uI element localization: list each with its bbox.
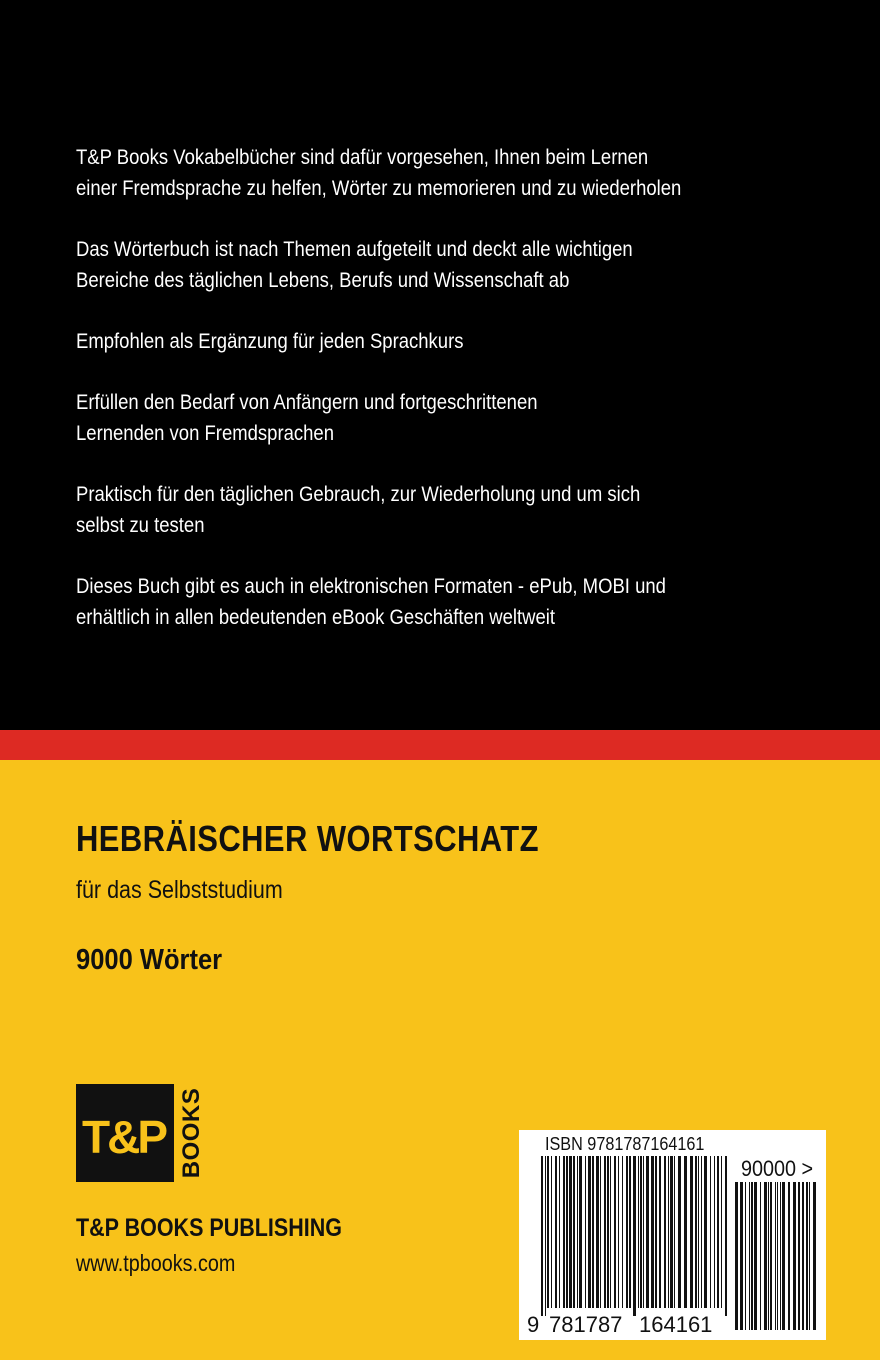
blurb-item bbox=[76, 571, 730, 633]
tp-logo-icon bbox=[76, 1084, 174, 1182]
blurb-line: einer Fremdsprache zu helfen, Wörter zu memorieren und zu wiederholen bbox=[76, 176, 682, 200]
barcode-bar bbox=[563, 1156, 565, 1308]
publisher-website: www.tpbooks.com bbox=[76, 1250, 236, 1276]
barcode-bar bbox=[566, 1156, 568, 1308]
barcode-bar bbox=[751, 1182, 753, 1330]
barcode-bar bbox=[614, 1156, 616, 1308]
logo-mark: T&P bbox=[82, 1111, 165, 1163]
blurb-line: Lernenden von Fremdsprachen bbox=[76, 421, 334, 445]
barcode-bar bbox=[622, 1156, 623, 1308]
blurb-item bbox=[76, 387, 730, 449]
barcode-bar bbox=[569, 1156, 572, 1308]
word-count: 9000 Wörter bbox=[76, 944, 223, 976]
barcode-bar bbox=[710, 1156, 711, 1308]
barcode-bar bbox=[646, 1156, 649, 1308]
barcode-bar bbox=[629, 1156, 631, 1308]
barcode-bar bbox=[651, 1156, 654, 1308]
barcode-bar bbox=[735, 1182, 738, 1330]
barcode-bar bbox=[764, 1182, 767, 1330]
blurb-line: Bereiche des täglichen Lebens, Berufs und Wissenschaft ab bbox=[76, 268, 570, 292]
barcode-bar bbox=[802, 1182, 804, 1330]
blurb-item bbox=[76, 326, 730, 357]
blurb-item bbox=[76, 142, 730, 204]
barcode-bar bbox=[775, 1182, 776, 1330]
barcode-digit-first: 9 bbox=[527, 1312, 540, 1337]
barcode-bar bbox=[809, 1182, 810, 1330]
barcode-bar bbox=[541, 1156, 543, 1316]
barcode-bar bbox=[770, 1182, 772, 1330]
barcode-bar bbox=[547, 1156, 549, 1308]
barcode-bar bbox=[768, 1182, 769, 1330]
barcode-bar bbox=[626, 1156, 628, 1308]
logo-books bbox=[178, 1084, 206, 1182]
barcode-panel bbox=[519, 1130, 826, 1340]
barcode-bar bbox=[725, 1156, 727, 1316]
barcode-bar bbox=[633, 1156, 636, 1316]
publisher-name: T&P BOOKS PUBLISHING bbox=[76, 1214, 342, 1242]
barcode-bar bbox=[813, 1182, 816, 1330]
barcode-bar bbox=[668, 1156, 669, 1308]
blurb-line: Dieses Buch gibt es auch in elektronischen Formaten - ePub, MOBI und bbox=[76, 574, 666, 598]
barcode-bar bbox=[559, 1156, 560, 1308]
logo-books-text: BOOKS bbox=[178, 1087, 205, 1179]
barcode-bar bbox=[592, 1156, 594, 1308]
barcode-bar bbox=[777, 1182, 778, 1330]
book-title: HEBRÄISCHER WORTSCHATZ bbox=[76, 818, 539, 859]
barcode-bar bbox=[674, 1156, 675, 1308]
barcode-bar bbox=[806, 1182, 808, 1330]
barcode-bar bbox=[754, 1182, 757, 1330]
blurb-item bbox=[76, 234, 730, 296]
blurb-line: Erfüllen den Bedarf von Anfängern und fortgeschrittenen bbox=[76, 390, 538, 414]
barcode-bar bbox=[690, 1156, 693, 1308]
blurb-line: selbst zu testen bbox=[76, 513, 205, 537]
barcode-bar bbox=[788, 1182, 790, 1330]
barcode-digits-left: 781787 bbox=[549, 1312, 623, 1337]
barcode-bar bbox=[717, 1156, 719, 1308]
barcode-bar bbox=[664, 1156, 666, 1308]
blurb-line: Empfohlen als Ergänzung für jeden Sprachkurs bbox=[76, 329, 464, 353]
barcode-bar bbox=[545, 1156, 546, 1316]
blurb-line: Praktisch für den täglichen Gebrauch, zur Wiederholung und um sich bbox=[76, 482, 641, 506]
barcode-bar bbox=[638, 1156, 639, 1308]
barcode-bar bbox=[640, 1156, 642, 1308]
barcode-bar bbox=[678, 1156, 681, 1308]
barcode-bar bbox=[618, 1156, 619, 1308]
barcode-digits-right: 164161 bbox=[639, 1312, 713, 1337]
barcode-bar bbox=[684, 1156, 687, 1308]
barcode-bar bbox=[695, 1156, 697, 1308]
blurb-line: Das Wörterbuch ist nach Themen aufgeteilt und deckt alle wichtigen bbox=[76, 237, 633, 261]
barcode-bar bbox=[714, 1156, 715, 1308]
book-subtitle: für das Selbststudium bbox=[76, 876, 283, 904]
barcode-bar bbox=[655, 1156, 657, 1308]
price-code: 90000 > bbox=[741, 1156, 814, 1181]
barcode-bar bbox=[745, 1182, 746, 1330]
barcode-bar bbox=[577, 1156, 578, 1308]
barcode-bar bbox=[704, 1156, 707, 1308]
blurb-item bbox=[76, 479, 730, 541]
barcode-bar bbox=[782, 1182, 785, 1330]
barcode-bar bbox=[604, 1156, 606, 1308]
barcode-bar bbox=[670, 1156, 673, 1308]
barcode-bar bbox=[659, 1156, 661, 1308]
barcode-bar bbox=[760, 1182, 761, 1330]
barcode-bar bbox=[721, 1156, 722, 1308]
barcode-bar bbox=[596, 1156, 599, 1308]
barcode-bar bbox=[607, 1156, 609, 1308]
red-stripe bbox=[0, 730, 880, 760]
barcode-bar bbox=[551, 1156, 552, 1308]
barcode-bar bbox=[749, 1182, 750, 1330]
barcode-bar bbox=[798, 1182, 800, 1330]
barcode-bar bbox=[780, 1182, 781, 1330]
blurb-line: T&P Books Vokabelbücher sind dafür vorgesehen, Ihnen beim Lernen bbox=[76, 145, 649, 169]
barcode-bar bbox=[555, 1156, 557, 1308]
barcode-bar bbox=[579, 1156, 582, 1308]
isbn-label: ISBN 9781787164161 bbox=[545, 1134, 705, 1154]
barcode-addon-icon bbox=[733, 1182, 817, 1330]
barcode-bar bbox=[698, 1156, 699, 1308]
blurb-line: erhältlich in allen bedeutenden eBook Geschäften weltweit bbox=[76, 605, 556, 629]
barcode-main-icon bbox=[539, 1156, 729, 1316]
barcode-bar bbox=[740, 1182, 743, 1330]
barcode-bar bbox=[585, 1156, 586, 1308]
barcode-bar bbox=[793, 1182, 796, 1330]
barcode-bar bbox=[573, 1156, 575, 1308]
barcode-bar bbox=[701, 1156, 702, 1308]
barcode-bar bbox=[643, 1156, 644, 1308]
barcode-bar bbox=[588, 1156, 591, 1308]
barcode-bar bbox=[610, 1156, 611, 1308]
blurb-list bbox=[76, 142, 836, 663]
barcode-bar bbox=[600, 1156, 601, 1308]
